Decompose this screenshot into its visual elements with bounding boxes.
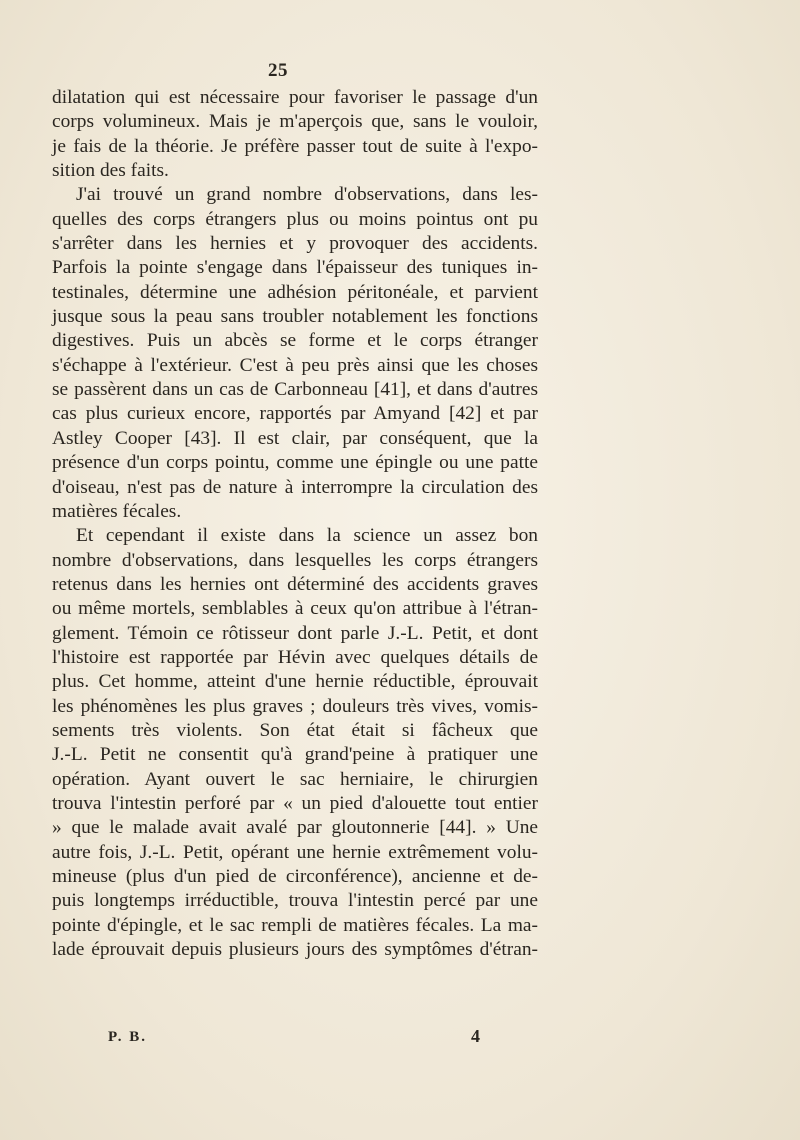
- text-line: quelles des corps étrangers plus ou moins pointus ont pu: [52, 208, 538, 230]
- text-line: jusque sous la peau sans troubler notablement les fonctions: [52, 306, 538, 328]
- text-line: retenus dans les hernies ont déterminé des accidents graves: [52, 573, 538, 595]
- text-line: corps volumineux. Mais je m'aperçois que, sans le vouloir,: [52, 111, 538, 133]
- text-line: dilatation qui est nécessaire pour favoriser le passage d'un: [52, 87, 538, 108]
- text-line: puis longtemps irréductible, trouva l'intestin percé par une: [52, 890, 538, 912]
- text-line: mineuse (plus d'un pied de circonférence), ancienne et de-: [52, 866, 538, 887]
- text-line: Et cependant il existe dans la science un assez bon: [76, 525, 538, 547]
- text-line: matières fécales.: [52, 500, 182, 522]
- text-line: digestives. Puis un abcès se forme et le corps étranger: [52, 330, 538, 352]
- text-line: sements très violents. Son état était si fâcheux que: [52, 719, 538, 741]
- text-line: je fais de la théorie. Je préfère passer tout de suite à l'expo-: [52, 135, 538, 157]
- text-line: les phénomènes les plus graves ; douleurs très vives, vomis-: [52, 695, 538, 717]
- text-line: Parfois la pointe s'engage dans l'épaisseur des tuniques in-: [52, 257, 538, 279]
- text-line: nombre d'observations, dans lesquelles les corps étrangers: [52, 549, 538, 571]
- page-number: 25: [268, 60, 288, 81]
- text-line: J'ai trouvé un grand nombre d'observations, dans les-: [76, 184, 538, 206]
- text-line: cas plus curieux encore, rapportés par Amyand [42] et par: [52, 403, 538, 425]
- body-text: [52, 86, 538, 962]
- text-line: autre fois, J.-L. Petit, opérant une hernie extrêmement volu-: [52, 841, 538, 863]
- signature-mark: P. B.: [108, 1029, 148, 1045]
- text-line: lade éprouvait depuis plusieurs jours des symptômes d'étran-: [52, 939, 538, 961]
- text-line: Astley Cooper [43]. Il est clair, par conséquent, que la: [52, 427, 538, 449]
- text-line: ou même mortels, semblables à ceux qu'on attribue à l'étran-: [52, 598, 538, 620]
- text-line: pointe d'épingle, et le sac rempli de matières fécales. La ma-: [52, 914, 538, 936]
- text-line: s'échappe à l'extérieur. C'est à peu près ainsi que les choses: [52, 354, 538, 376]
- text-line: glement. Témoin ce rôtisseur dont parle J.-L. Petit, et dont: [52, 622, 538, 644]
- text-line: opération. Ayant ouvert le sac herniaire, le chirurgien: [52, 768, 538, 790]
- signature-number: 4: [471, 1026, 482, 1046]
- text-line: testinales, détermine une adhésion péritonéale, et parvient: [52, 281, 538, 303]
- text-line: se passèrent dans un cas de Carbonneau [41], et dans d'autres: [52, 379, 538, 401]
- text-line: trouva l'intestin perforé par « un pied d'alouette tout entier: [52, 792, 538, 814]
- text-line: d'oiseau, n'est pas de nature à interrompre la circulation des: [52, 476, 538, 498]
- text-line: sition des faits.: [52, 160, 169, 182]
- text-line: » que le malade avait avalé par gloutonnerie [44]. » Une: [52, 817, 538, 839]
- text-line: plus. Cet homme, atteint d'une hernie réductible, éprouvait: [52, 671, 538, 693]
- text-line: l'histoire est rapportée par Hévin avec quelques détails de: [52, 646, 538, 668]
- text-line: présence d'un corps pointu, comme une épingle ou une patte: [52, 452, 538, 474]
- text-line: s'arrêter dans les hernies et y provoquer des accidents.: [52, 233, 538, 255]
- text-line: J.-L. Petit ne consentit qu'à grand'peine à pratiquer une: [52, 744, 538, 766]
